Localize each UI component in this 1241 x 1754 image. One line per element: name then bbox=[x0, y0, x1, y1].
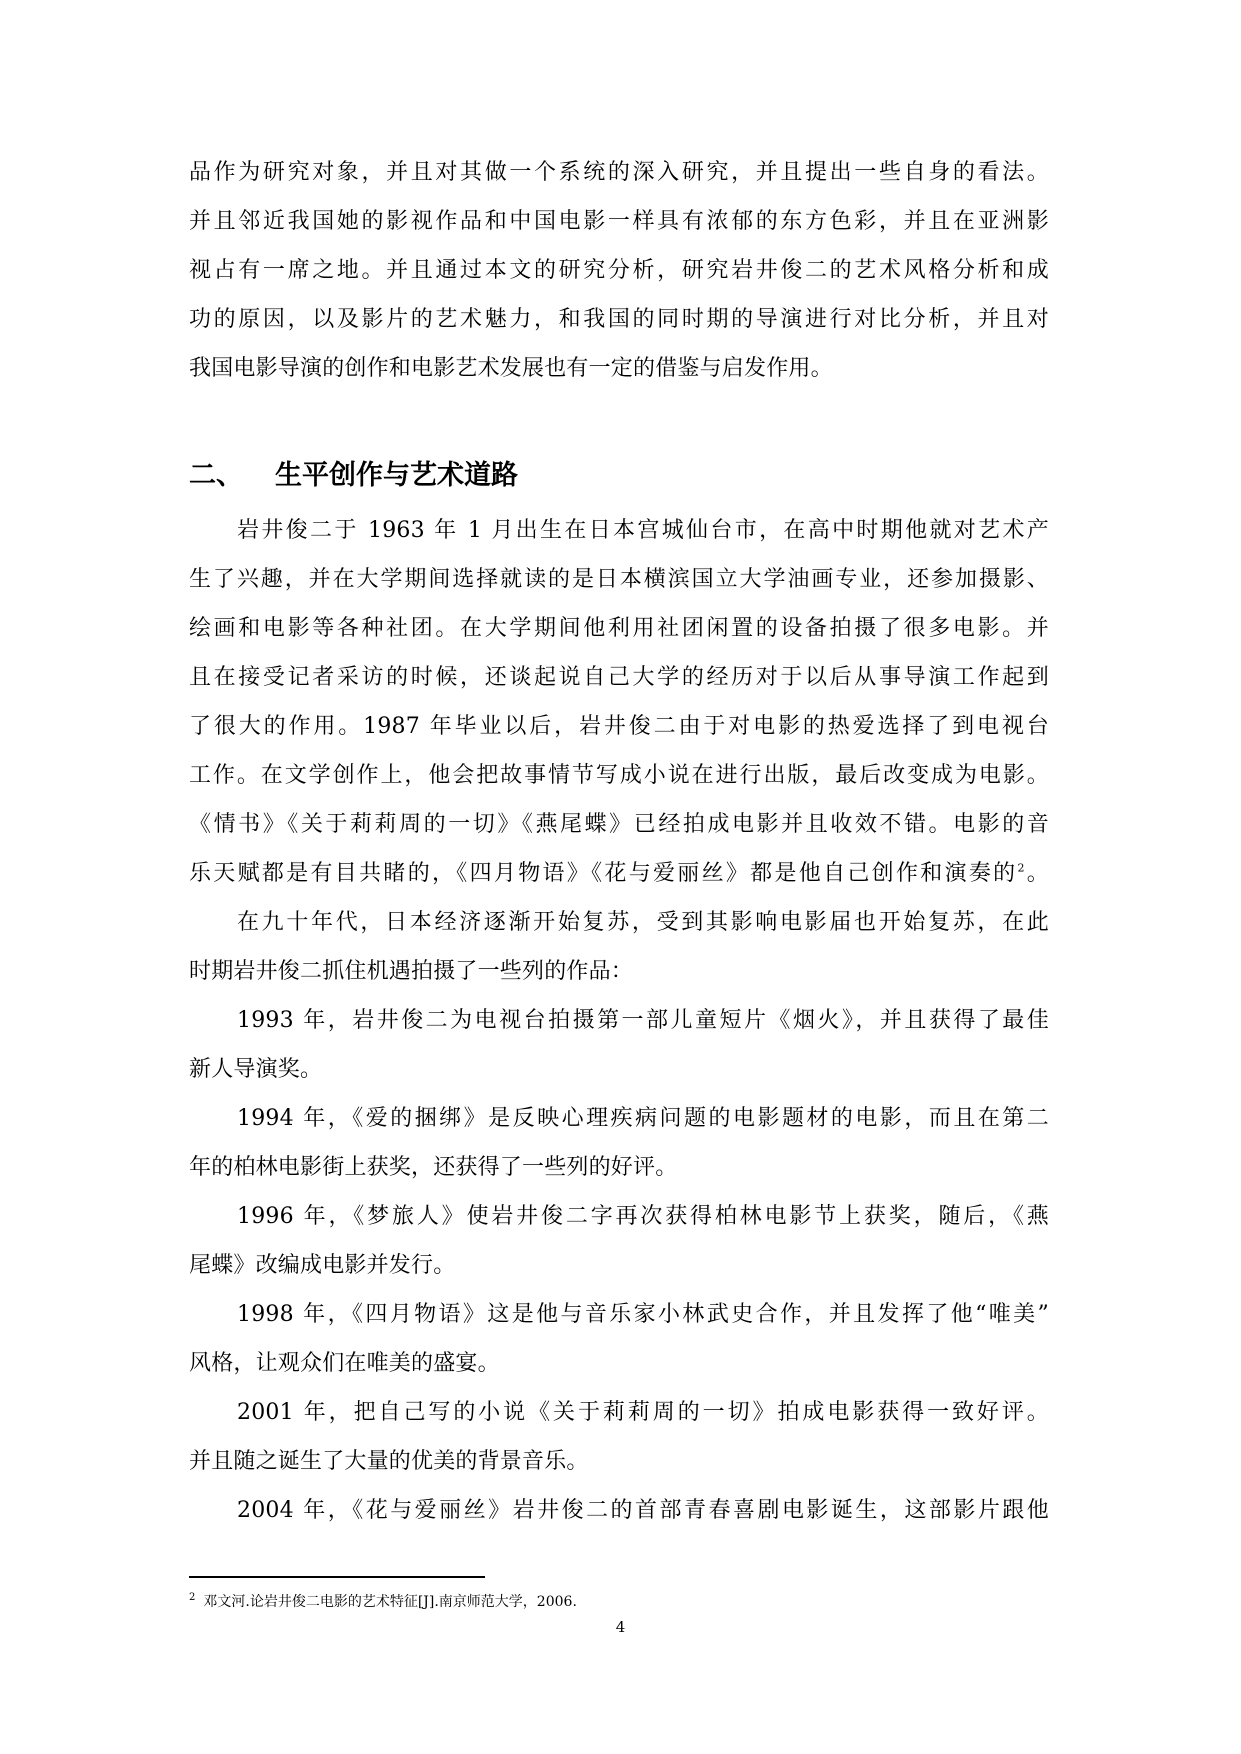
page-number: 4 bbox=[615, 1618, 626, 1636]
section-heading bbox=[189, 448, 518, 504]
text-line: 了很大的作用。1987 年毕业以后，岩井俊二由于对电影的热爱选择了到电视台 bbox=[189, 714, 1049, 739]
text-line: 风格，让观众们在唯美的盛宴。 bbox=[189, 1351, 500, 1376]
section-title: 生平创作与艺术道路 bbox=[275, 460, 518, 491]
footnote-text: 邓文河.论岩井俊二电影的艺术特征[J].南京师范大学，2006. bbox=[203, 1594, 577, 1610]
text-line: 并且邻近我国她的影视作品和中国电影一样具有浓郁的东方色彩，并且在亚洲影 bbox=[189, 209, 1049, 234]
text-line: 视占有一席之地。并且通过本文的研究分析，研究岩井俊二的艺术风格分析和成 bbox=[189, 258, 1049, 283]
text-line: 绘画和电影等各种社团。在大学期间他利用社团闲置的设备拍摄了很多电影。并 bbox=[189, 616, 1049, 641]
text-line: 工作。在文学创作上，他会把故事情节写成小说在进行出版，最后改变成为电影。 bbox=[189, 763, 1049, 788]
intro-paragraph bbox=[189, 148, 1049, 393]
text-line: 岩井俊二于 1963 年 1 月出生在日本宫城仙台市，在高中时期他就对艺术产 bbox=[237, 518, 1049, 543]
body-text bbox=[189, 506, 1049, 1535]
text-line: 在九十年代，日本经济逐渐开始复苏，受到其影响电影届也开始复苏，在此 bbox=[237, 910, 1049, 935]
text-line: 1998 年，《四月物语》这是他与音乐家小林武史合作，并且发挥了他“唯美” bbox=[237, 1302, 1049, 1327]
text-line: 新人导演奖。 bbox=[189, 1057, 323, 1082]
text-line: 年的柏林电影街上获奖，还获得了一些列的好评。 bbox=[189, 1155, 678, 1180]
text-line: 品作为研究对象，并且对其做一个系统的深入研究，并且提出一些自身的看法。 bbox=[189, 160, 1049, 185]
section-number: 二、 bbox=[189, 460, 243, 491]
text-line: 1993 年，岩井俊二为电视台拍摄第一部儿童短片《烟火》，并且获得了最佳 bbox=[237, 1008, 1049, 1033]
text-line bbox=[189, 849, 1049, 898]
text-line: 1996 年，《梦旅人》使岩井俊二字再次获得柏林电影节上获奖，随后，《燕 bbox=[237, 1204, 1049, 1229]
text-line: 2001 年，把自己写的小说《关于莉莉周的一切》拍成电影获得一致好评。 bbox=[237, 1400, 1049, 1425]
footnote-divider bbox=[189, 1576, 485, 1578]
text-line: 功的原因，以及影片的艺术魅力，和我国的同时期的导演进行对比分析，并且对 bbox=[189, 307, 1049, 332]
sentence-end: 。 bbox=[1024, 861, 1049, 886]
text-line: 《情书》《关于莉莉周的一切》《燕尾蝶》已经拍成电影并且收效不错。电影的音 bbox=[189, 812, 1049, 837]
text-line: 1994 年，《爱的捆绑》是反映心理疾病问题的电影题材的电影，而且在第二 bbox=[237, 1106, 1049, 1131]
footnote bbox=[189, 1592, 577, 1612]
text-line: 且在接受记者采访的时候，还谈起说自己大学的经历对于以后从事导演工作起到 bbox=[189, 665, 1049, 690]
text-line: 我国电影导演的创作和电影艺术发展也有一定的借鉴与启发作用。 bbox=[189, 356, 833, 381]
text-line: 时期岩井俊二抓住机遇拍摄了一些列的作品： bbox=[189, 959, 634, 984]
text-line-content: 乐天赋都是有目共睹的，《四月物语》《花与爱丽丝》都是他自己创作和演奏的 bbox=[189, 861, 1018, 886]
footnote-reference: 2 bbox=[1017, 861, 1025, 875]
text-line: 2004 年，《花与爱丽丝》岩井俊二的首部青春喜剧电影诞生，这部影片跟他 bbox=[237, 1498, 1049, 1523]
text-line: 并且随之诞生了大量的优美的背景音乐。 bbox=[189, 1449, 589, 1474]
text-line: 生了兴趣，并在大学期间选择就读的是日本横滨国立大学油画专业，还参加摄影、 bbox=[189, 567, 1049, 592]
footnote-mark: 2 bbox=[189, 1592, 196, 1604]
text-line: 尾蝶》改编成电影并发行。 bbox=[189, 1253, 456, 1278]
